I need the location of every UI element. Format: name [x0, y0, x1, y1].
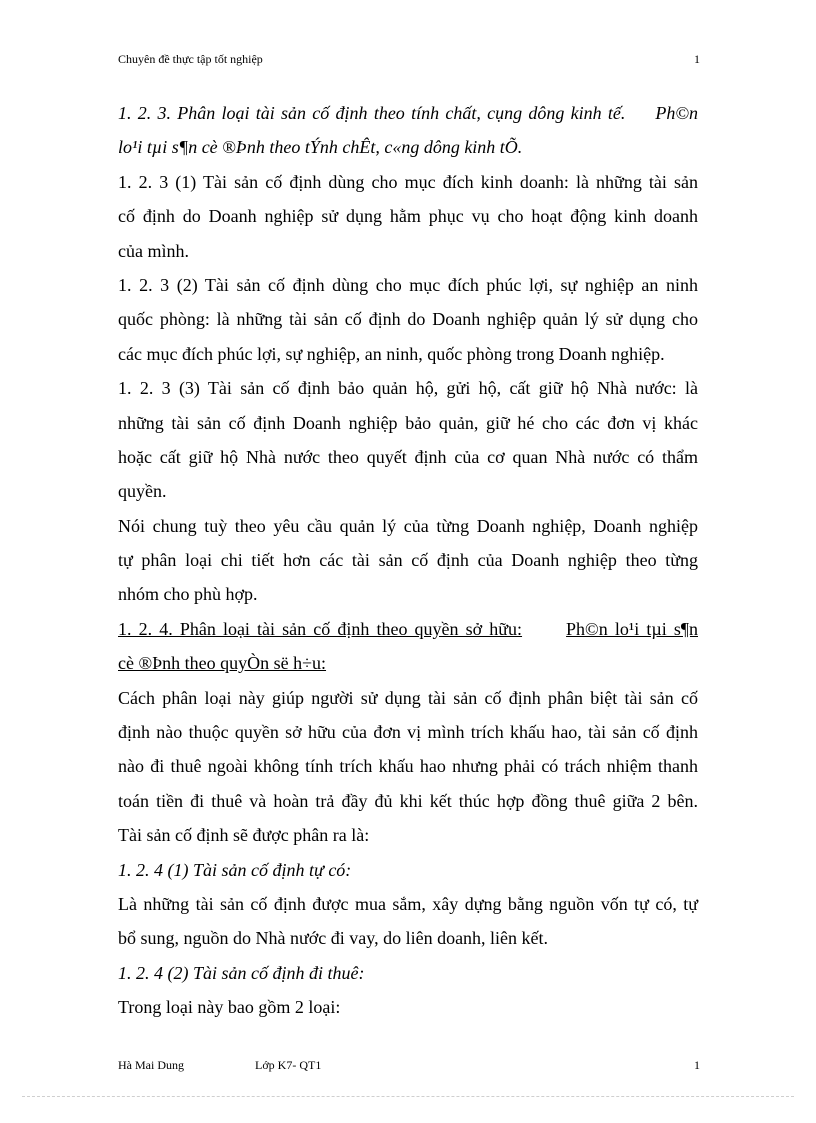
paragraph-line: của mình. — [118, 240, 189, 261]
paragraph-line: 1. 2. 3 (3) Tài sản cố định bảo quản hộ, gửi hộ, cất giữ hộ Nhà nước: là — [118, 378, 698, 399]
paragraph-line: Nói chung tuỳ theo yêu cầu quản lý của từng Doanh nghiệp, Doanh nghiệp — [118, 515, 698, 536]
paragraph-line: quyền. — [118, 481, 167, 502]
paragraph-line: Trong loại này bao gồm 2 loại: — [118, 997, 341, 1018]
paragraph-line: Cách phân loại này giúp người sử dụng tài sản cố định phân biệt tài sản cố — [118, 687, 698, 708]
paragraph-line: những tài sản cố định Doanh nghiệp bảo quản, giữ hé cho các đơn vị khác — [118, 412, 698, 433]
section-heading-1-2-3 — [118, 96, 698, 130]
paragraph-line: nhóm cho phù hợp. — [118, 584, 258, 605]
paragraph-line: tự phân loại chi tiết hơn các tài sản cố định của Doanh nghiệp theo từng — [118, 550, 698, 571]
paragraph-line: quốc phòng: là những tài sản cố định do Doanh nghiệp quản lý sử dụng cho — [118, 309, 698, 330]
heading-text: 1. 2. 3. Phân loại tài sản cố định theo tính chất, cụng dông kinh tế. — [118, 103, 626, 123]
paragraph-line: cố định do Doanh nghiệp sử dụng hằm phục vụ cho hoạt động kinh doanh — [118, 206, 698, 227]
footer-author: Hà Mai Dung — [118, 1058, 184, 1072]
footer-page-number: 1 — [694, 1058, 700, 1072]
section-heading-1-2-4 — [118, 612, 698, 646]
heading-garbled-text: Ph©n lo¹i tµi s¶n — [566, 618, 698, 639]
subsection-heading-1-2-4-2: 1. 2. 4 (2) Tài sản cố định đi thuê: — [118, 962, 365, 983]
paragraph-line: Là những tài sản cố định được mua sắm, xây dựng bằng nguồn vốn tự có, tự — [118, 893, 698, 914]
paragraph-line: các mục đích phúc lợi, sự nghiệp, an ninh, quốc phòng trong Doanh nghiệp. — [118, 343, 665, 364]
heading-garbled-text: Ph©n — [655, 103, 698, 123]
document-body — [118, 96, 698, 1025]
footer-class: Lớp K7- QT1 — [255, 1058, 322, 1072]
header-page-number: 1 — [694, 52, 700, 66]
heading-text: 1. 2. 4. Phân loại tài sản cố định theo quyền sở hữu: — [118, 618, 523, 639]
paragraph-line: 1. 2. 3 (2) Tài sản cố định dùng cho mục đích phúc lợi, sự nghiệp an ninh — [118, 274, 698, 295]
subsection-heading-1-2-4-1: 1. 2. 4 (1) Tài sản cố định tự có: — [118, 859, 352, 880]
paragraph-line: định nào thuộc quyền sở hữu của đơn vị mình trích khấu hao, tài sản cố định — [118, 722, 698, 743]
running-header-title: Chuyên đề thực tập tốt nghiệp — [118, 52, 263, 66]
paragraph-line: 1. 2. 3 (1) Tài sản cố định dùng cho mục đích kinh doanh: là những tài sản — [118, 171, 698, 192]
paragraph-line: bổ sung, nguồn do Nhà nước đi vay, do liên doanh, liên kết. — [118, 928, 549, 949]
paragraph-line: hoặc cất giữ hộ Nhà nước theo quyết định của cơ quan Nhà nước có thẩm — [118, 446, 698, 467]
heading-garbled-line: lo¹i tµi s¶n cè ®Þnh theo tÝnh chÊt, c«ng dông kinh tÕ. — [118, 137, 523, 158]
paragraph-line: toán tiền đi thuê và hoàn trả đầy đủ khi kết thúc hợp đồng thuê giữa 2 bên. — [118, 790, 698, 811]
heading-garbled-line: cè ®Þnh theo quyÒn së h÷u: — [118, 653, 327, 674]
paragraph-line: nào đi thuê ngoài không tính trích khấu hao nhưng phải có trách nhiệm thanh — [118, 756, 698, 777]
page-break-rule — [22, 1096, 794, 1097]
paragraph-line: Tài sản cố định sẽ được phân ra là: — [118, 825, 370, 846]
